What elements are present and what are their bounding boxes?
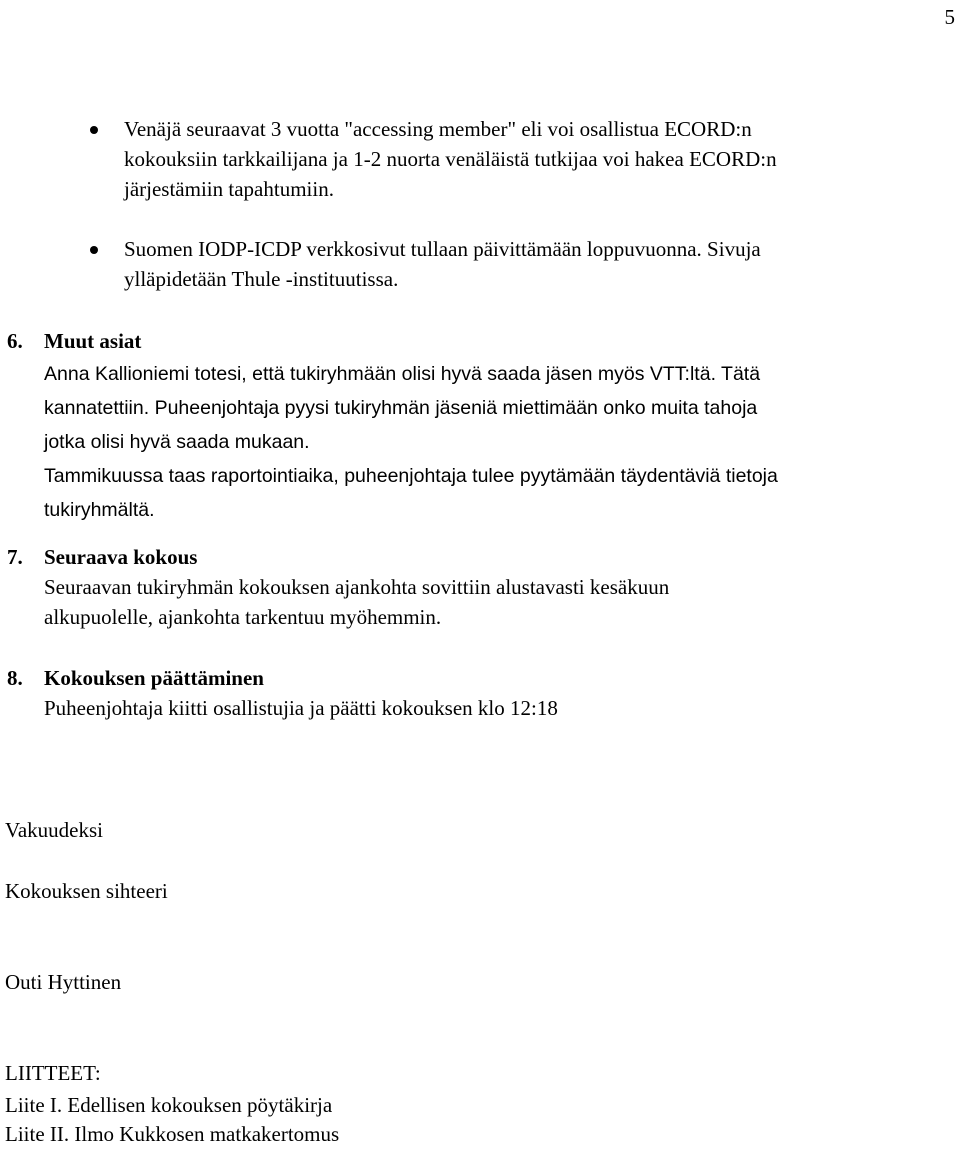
signer-name: Outi Hyttinen xyxy=(5,970,122,994)
section-title: Kokouksen päättäminen xyxy=(44,666,264,690)
section-number: 8. xyxy=(7,666,23,690)
text-line: tukiryhmältä. xyxy=(44,499,155,521)
text-line: Suomen IODP-ICDP verkkosivut tullaan päivittämään loppuvuonna. Sivuja xyxy=(124,237,761,261)
bullet-item-website xyxy=(124,234,944,294)
section-title: Muut asiat xyxy=(44,329,142,353)
text-line: kannatettiin. Puheenjohtaja pyysi tukiryhmän jäseniä miettimään onko muita tahoja xyxy=(44,397,758,419)
section-body-6 xyxy=(44,357,944,527)
attachment-item: Liite I. Edellisen kokouksen pöytäkirja xyxy=(5,1093,333,1117)
bullet-dot xyxy=(90,246,98,254)
text-line: Tammikuussa taas raportointiaika, puheenjohtaja tulee pyytämään täydentäviä tietoja xyxy=(44,465,778,487)
bullet-dot xyxy=(90,126,98,134)
text-line: jotka olisi hyvä saada mukaan. xyxy=(44,431,310,453)
section-body-8 xyxy=(44,693,944,723)
page-number: 5 xyxy=(944,5,955,29)
text-line: ylläpidetään Thule -instituutissa. xyxy=(124,267,399,291)
bullet-item-russia xyxy=(124,114,944,204)
section-number: 6. xyxy=(7,329,23,353)
text-line: Seuraavan tukiryhmän kokouksen ajankohta sovittiin alustavasti kesäkuun xyxy=(44,575,670,599)
text-line: Anna Kallioniemi totesi, että tukiryhmään olisi hyvä saada jäsen myös VTT:ltä. Tätä xyxy=(44,363,761,385)
section-heading-8 xyxy=(7,663,264,693)
section-number: 7. xyxy=(7,545,23,569)
text-line: järjestämiin tapahtumiin. xyxy=(124,177,334,201)
section-title: Seuraava kokous xyxy=(44,545,198,569)
text-line: kokouksiin tarkkailijana ja 1-2 nuorta venäläistä tutkijaa voi hakea ECORD:n xyxy=(124,147,777,171)
attest-text: Vakuudeksi xyxy=(5,818,103,842)
attachment-item: Liite II. Ilmo Kukkosen matkakertomus xyxy=(5,1122,340,1146)
signer-role: Kokouksen sihteeri xyxy=(5,879,168,903)
section-heading-7 xyxy=(7,542,197,572)
text-line: Venäjä seuraavat 3 vuotta "accessing member" eli voi osallistua ECORD:n xyxy=(124,117,752,141)
text-line: Puheenjohtaja kiitti osallistujia ja päätti kokouksen klo 12:18 xyxy=(44,696,558,720)
text-line: alkupuolelle, ajankohta tarkentuu myöhemmin. xyxy=(44,605,442,629)
section-heading-6 xyxy=(7,326,141,356)
attachments-heading: LIITTEET: xyxy=(5,1061,101,1085)
section-body-7 xyxy=(44,572,944,632)
